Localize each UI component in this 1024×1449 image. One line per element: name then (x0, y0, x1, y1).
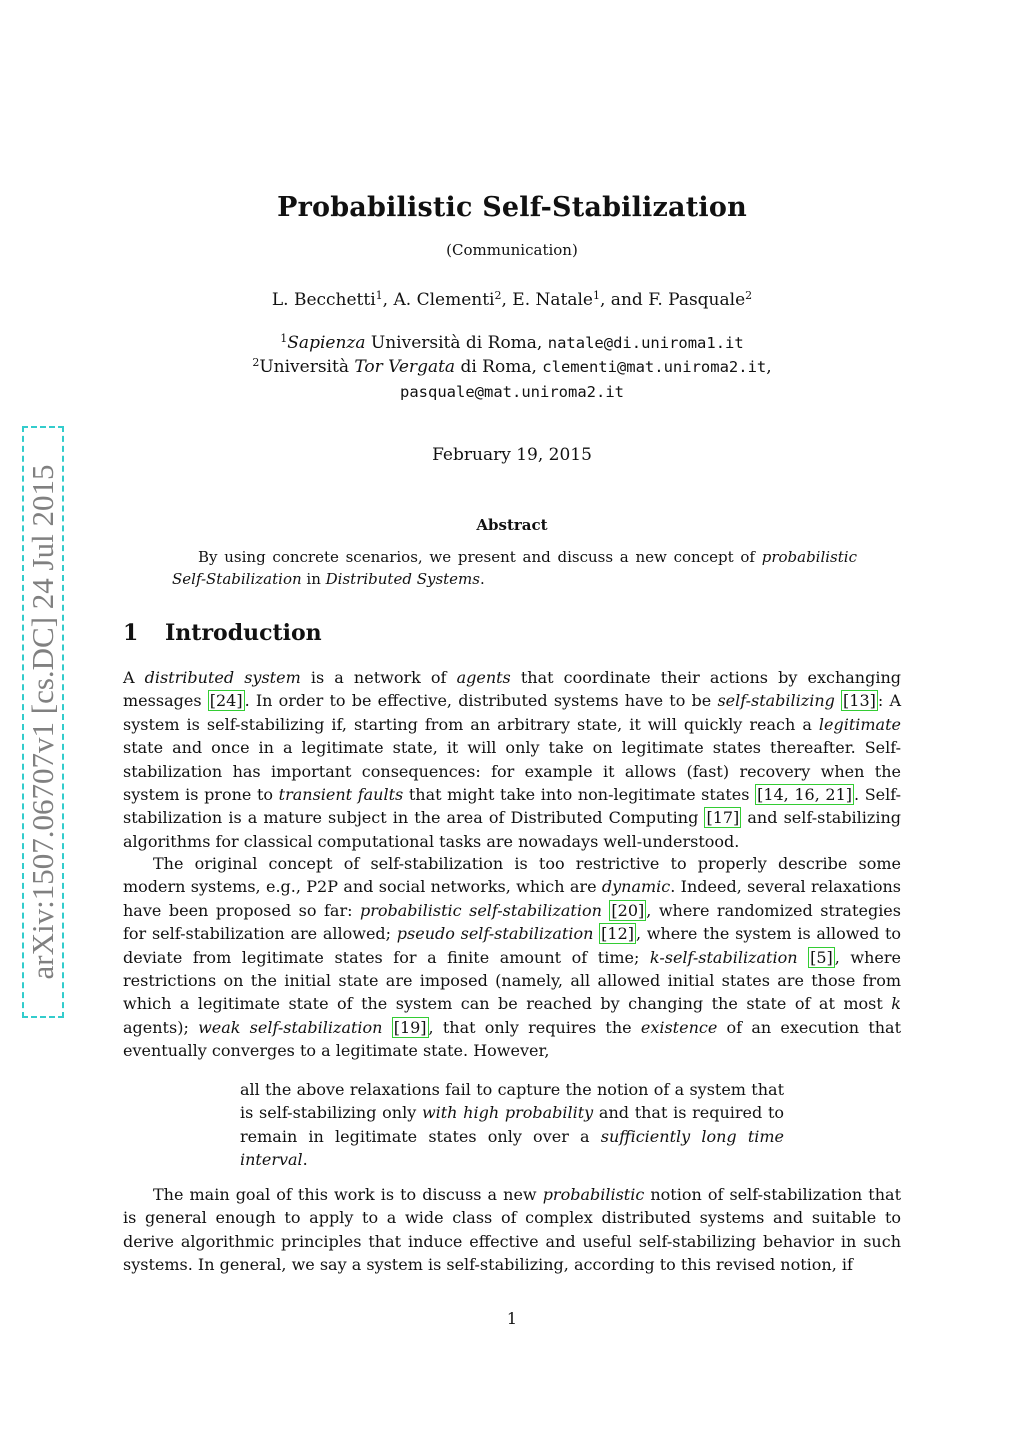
citation-link[interactable]: [24] (209, 691, 243, 711)
paper-date: February 19, 2015 (432, 445, 592, 465)
citation-link[interactable]: [20] (611, 900, 645, 920)
arxiv-stamp-text: arXiv:1507.06707v1 [cs.DC] 24 Jul 2015 (25, 464, 60, 980)
paper-subtitle: (Communication) (446, 241, 578, 259)
email-link[interactable]: pasquale@mat.uniroma2.it (400, 383, 624, 401)
citation-link[interactable]: [14, 16, 21] (757, 785, 853, 805)
block-quote: all the above relaxations fail to capture the notion of a system that is self-stabilizing only with high probability and that is required to remain in legitimate states only over a sufficiently long time interval. (240, 1080, 785, 1170)
affiliation-2: $^2$Università Tor Vergata di Roma, clementi@mat.uniroma2.it, (252, 355, 772, 377)
author: E. Natale$^1$, and (512, 288, 649, 310)
paragraph: The original concept of self-stabilization is too restrictive to properly describe some modern systems, e.g., P2P and social networks, which are dynamic. Indeed, several relaxations have been proposed so far: probabilistic self-stabilization [20] , where randomized strategies for self-stabilization are allowed; pseudo self-stabilization [12] , where the system is allowed to deviate from legitimate states for a finite amount of time; k-self-stabilization [5] , where restrictions on the initial state are imposed (namely, all allowed initial states are those from which a legitimate state of the system can be reached by changing the state of at most k agents); weak self-stabilization [19] , that only requires the existence of an execution that eventually converges to a legitimate state. However, (123, 854, 902, 1061)
paragraph: A distributed system is a network of agents that coordinate their actions by exchanging messages [24] . In order to be effective, distributed systems have to be self-stabilizing [13] : A system is self-stabilizing if, starting from an arbitrary state, it will quickly reach a legitimate state and once in a legitimate state, it will only take on legitimate states thereafter. Self-stabilization has important consequences: for example it allows (fast) recovery when the system is prone to transient faults that might take into non-legitimate states [14, 16, 21] . Self-stabilization is a mature subject in the area of Distributed Computing [17] and self-stabilizing algorithms for classical computational tasks are nowadays well-understood. (123, 668, 902, 851)
paper-title: Probabilistic Self-Stabilization (277, 192, 747, 223)
citation-link[interactable]: [13] (843, 691, 876, 711)
affiliation-2-email (0, 382, 1024, 402)
affiliation-1: $^1$Sapienza Università di Roma, natale@di.uniroma1.it (280, 331, 744, 353)
paragraph: The main goal of this work is to discuss a new probabilistic notion of self-stabilization that is general enough to apply to a wide class of complex distributed systems and suitable to derive algorithmic principles that induce effective and useful self-stabilizing behavior in such systems. In general, we say a system is self-stabilizing, according to this revised notion, if (123, 1185, 902, 1275)
citation-link[interactable]: [19] (393, 1017, 427, 1037)
abstract-heading: Abstract (476, 516, 548, 534)
abstract-text: By using concrete scenarios, we present and discuss a new concept of probabilistic Self-Stabilization in Distributed Systems. (172, 548, 857, 588)
email-link[interactable]: natale@di.uniroma1.it (547, 334, 744, 352)
section-heading: 1 Introduction (123, 620, 322, 646)
citation-link[interactable]: [17] (706, 808, 740, 828)
author: A. Clementi$^2$, (393, 288, 513, 310)
author: F. Pasquale$^2$ (648, 288, 753, 310)
author-list (0, 290, 1024, 310)
citation-link[interactable]: [12] (601, 924, 634, 944)
page-number: 1 (506, 1309, 518, 1328)
citation-link[interactable]: [5] (810, 947, 833, 967)
arxiv-stamp (22, 426, 64, 1018)
author: L. Becchetti$^1$, (271, 288, 394, 310)
email-link[interactable]: clementi@mat.uniroma2.it (542, 358, 767, 376)
